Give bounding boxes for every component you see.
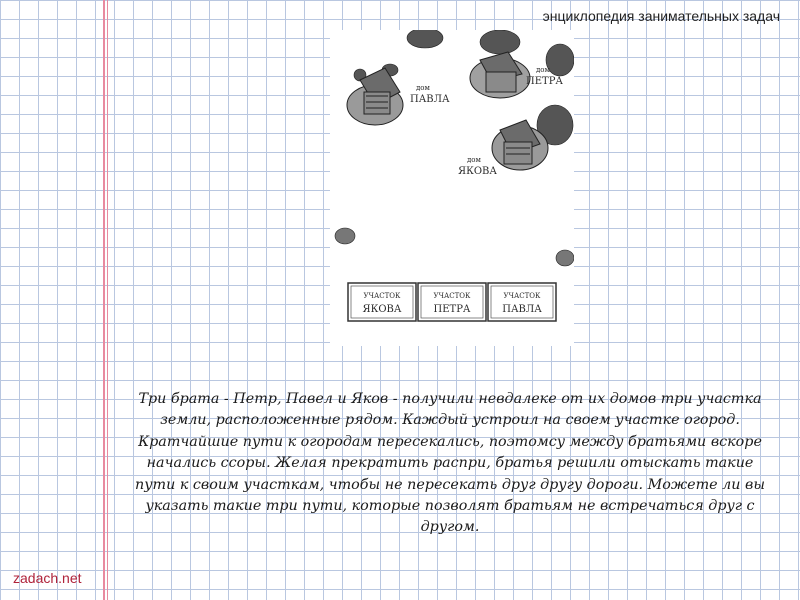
plot-petr-name: ПЕТРА: [433, 304, 471, 315]
plot-petr-small: УЧАСТОК: [433, 292, 471, 300]
puzzle-illustration: [330, 30, 574, 346]
notebook-margin-line: [103, 0, 105, 600]
plot-pavel: [488, 283, 556, 321]
bush-icon: [335, 228, 574, 266]
house-yakov-name: ЯКОВА: [458, 166, 497, 177]
site-link[interactable]: zadach.net: [13, 570, 82, 586]
plot-pavel-name: ПАВЛА: [502, 304, 542, 315]
house-yakov-small: дом: [467, 156, 481, 164]
house-petr-small: дом: [536, 66, 550, 74]
plot-petr: [418, 283, 486, 321]
plot-yakov-small: УЧАСТОК: [363, 292, 401, 300]
plot-pavel-small: УЧАСТОК: [503, 292, 541, 300]
problem-text: Три брата - Петр, Павел и Яков - получили невдалеке от их домов три участка земли, расположенные рядом. Каждый устроил на своем участке огород. Кратчайшие пути к огородам пересекались, поэтомсу между братьями вскоре начались ссоры. Желая прекратить распри, братья решили отыскать такие пути к своим участкам, чтобы не пересекать друг другу дороги. Можете ли вы указать такие три пути, которые позволят братьям не встречаться друг с другом.: [135, 391, 765, 536]
house-petr-name: ПЕТРА: [526, 76, 563, 87]
illustration-svg: [330, 30, 574, 346]
notebook-margin-line-inner: [107, 0, 108, 600]
house-pavel-small: дом: [416, 84, 430, 92]
house-petr-icon: [470, 52, 530, 98]
page-header-title: энциклопедия занимательных задач: [542, 8, 780, 24]
plot-yakov: [348, 283, 416, 321]
house-pavel-name: ПАВЛА: [410, 94, 450, 105]
plot-yakov-name: ЯКОВА: [362, 304, 402, 315]
